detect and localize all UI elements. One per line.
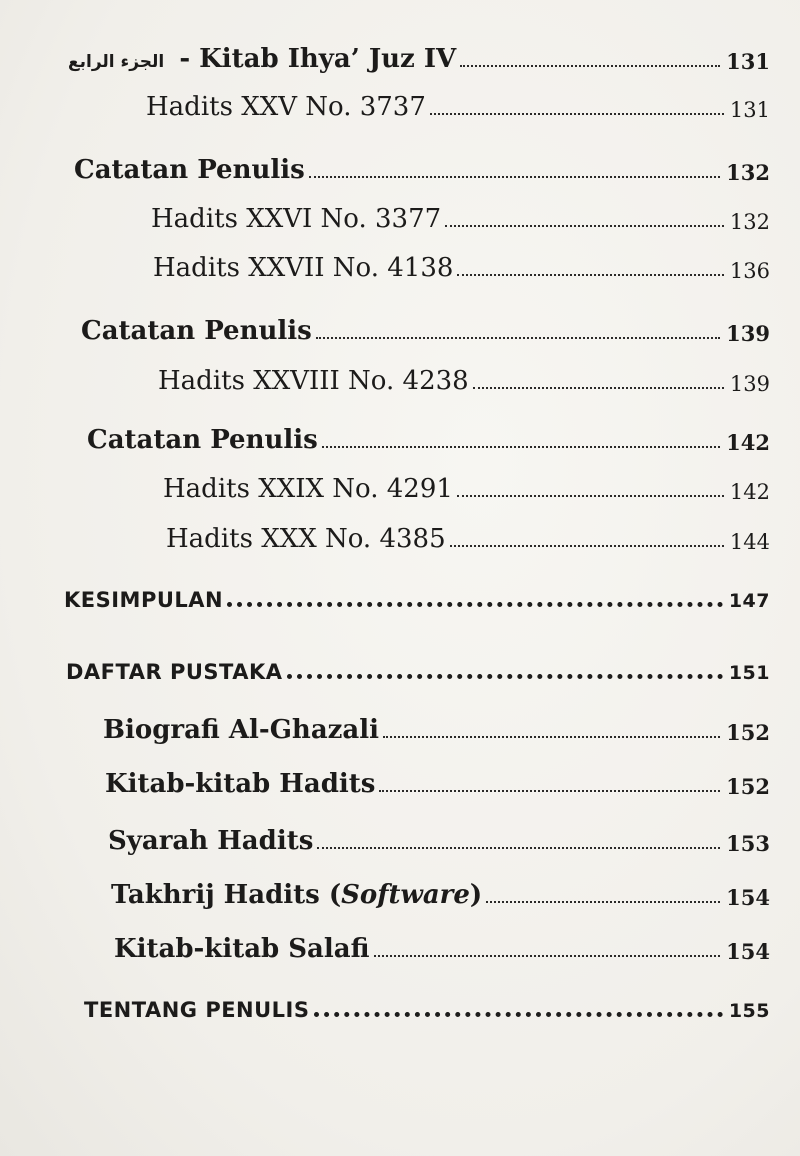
dot-leader xyxy=(317,847,720,849)
software-italic: Software xyxy=(341,880,470,910)
dot-leader xyxy=(227,602,723,607)
toc-entry-hadits-xxv xyxy=(146,92,770,122)
toc-entry-hadits-xxviii xyxy=(158,366,770,396)
toc-entry-label: Catatan Penulis xyxy=(74,155,305,185)
toc-entry-label: TENTANG PENULIS xyxy=(84,998,310,1022)
dot-leader xyxy=(379,790,720,792)
toc-entry-kitab-hadits xyxy=(105,769,770,799)
toc-entry-label: Hadits XXVIII No. 4238 xyxy=(158,366,469,396)
toc-entry-kesimpulan xyxy=(64,588,770,612)
dot-leader xyxy=(309,176,720,178)
toc-page-number: 155 xyxy=(728,1000,770,1022)
toc-entry-label: Kitab-kitab Hadits xyxy=(105,769,376,799)
dot-leader xyxy=(287,674,723,679)
dot-leader xyxy=(473,387,724,389)
dot-leader xyxy=(486,901,720,903)
toc-entry-label: Biografi Al-Ghazali xyxy=(103,715,380,745)
toc-entry-label: Hadits XXVI No. 3377 xyxy=(151,204,442,234)
toc-entry-hadits-xxvii xyxy=(153,253,770,283)
dot-leader xyxy=(457,274,723,276)
toc-page-number: 154 xyxy=(726,939,770,964)
toc-entry-hadits-xxvi xyxy=(151,204,770,234)
dot-leader xyxy=(457,495,724,497)
toc-entry-label: Syarah Hadits xyxy=(108,826,314,856)
dot-leader xyxy=(445,225,724,227)
arabic-title: الجزء الرابع xyxy=(68,52,165,72)
toc-entry-catatan-penulis xyxy=(74,155,770,185)
toc-entry-hadits-xxix xyxy=(163,474,770,504)
toc-entry-catatan-penulis xyxy=(81,316,770,346)
dot-leader xyxy=(374,955,721,957)
toc-page-number: 154 xyxy=(726,885,770,910)
toc-page-number: 139 xyxy=(729,372,770,396)
toc-entry-syarah-hadits xyxy=(108,826,770,856)
toc-entry-daftar-pustaka xyxy=(66,660,770,684)
toc-entry-tentang-penulis xyxy=(84,998,770,1022)
toc-page-number: 139 xyxy=(726,321,770,346)
toc-page-number: 151 xyxy=(728,662,770,684)
toc-entry-label: KESIMPULAN xyxy=(64,588,224,612)
toc-page-number: 142 xyxy=(726,430,770,455)
toc-entry-label: DAFTAR PUSTAKA xyxy=(66,660,283,684)
toc-entry-label: Catatan Penulis xyxy=(81,316,312,346)
toc-page-number: 152 xyxy=(726,720,770,745)
toc-entry-label: Hadits XXV No. 3737 xyxy=(146,92,426,122)
toc-entry-label: Hadits XXIX No. 4291 xyxy=(163,474,453,504)
toc-entry-label: Hadits XXVII No. 4138 xyxy=(153,253,454,283)
dot-leader xyxy=(430,113,724,115)
toc-page-number: 136 xyxy=(729,259,770,283)
toc-entry-label: Takhrij Hadits (Software) xyxy=(111,880,483,910)
toc-page-number: 132 xyxy=(729,210,770,234)
toc-entry-label: الجزء الرابع - Kitab Ihya’ Juz IV xyxy=(68,44,457,74)
dot-leader xyxy=(322,446,720,448)
toc-entry-hadits-xxx xyxy=(166,524,770,554)
toc-entry-takhrij-hadits xyxy=(111,880,770,910)
dot-leader xyxy=(383,736,720,738)
toc-entry-label: Catatan Penulis xyxy=(87,425,318,455)
dot-leader xyxy=(316,337,720,339)
toc-page-number: 142 xyxy=(729,480,770,504)
dot-leader xyxy=(314,1012,723,1017)
toc-page-number: 131 xyxy=(729,98,770,122)
dot-leader xyxy=(450,545,724,547)
toc-entry-kitab-salafi xyxy=(114,934,770,964)
toc-entry-label: Hadits XXX No. 4385 xyxy=(166,524,446,554)
toc-page-number: 153 xyxy=(726,831,770,856)
toc-page-number: 131 xyxy=(726,49,770,74)
toc-entry-kitab-ihya xyxy=(68,44,770,74)
toc-entry-catatan-penulis xyxy=(87,425,770,455)
toc-entry-biografi xyxy=(103,715,770,745)
toc-page-number: 152 xyxy=(726,774,770,799)
toc-entry-label: Kitab-kitab Salafi xyxy=(114,934,370,964)
toc-page-number: 132 xyxy=(726,160,770,185)
dot-leader xyxy=(460,65,720,67)
toc-page-number: 144 xyxy=(729,530,770,554)
toc-page-number: 147 xyxy=(728,590,770,612)
